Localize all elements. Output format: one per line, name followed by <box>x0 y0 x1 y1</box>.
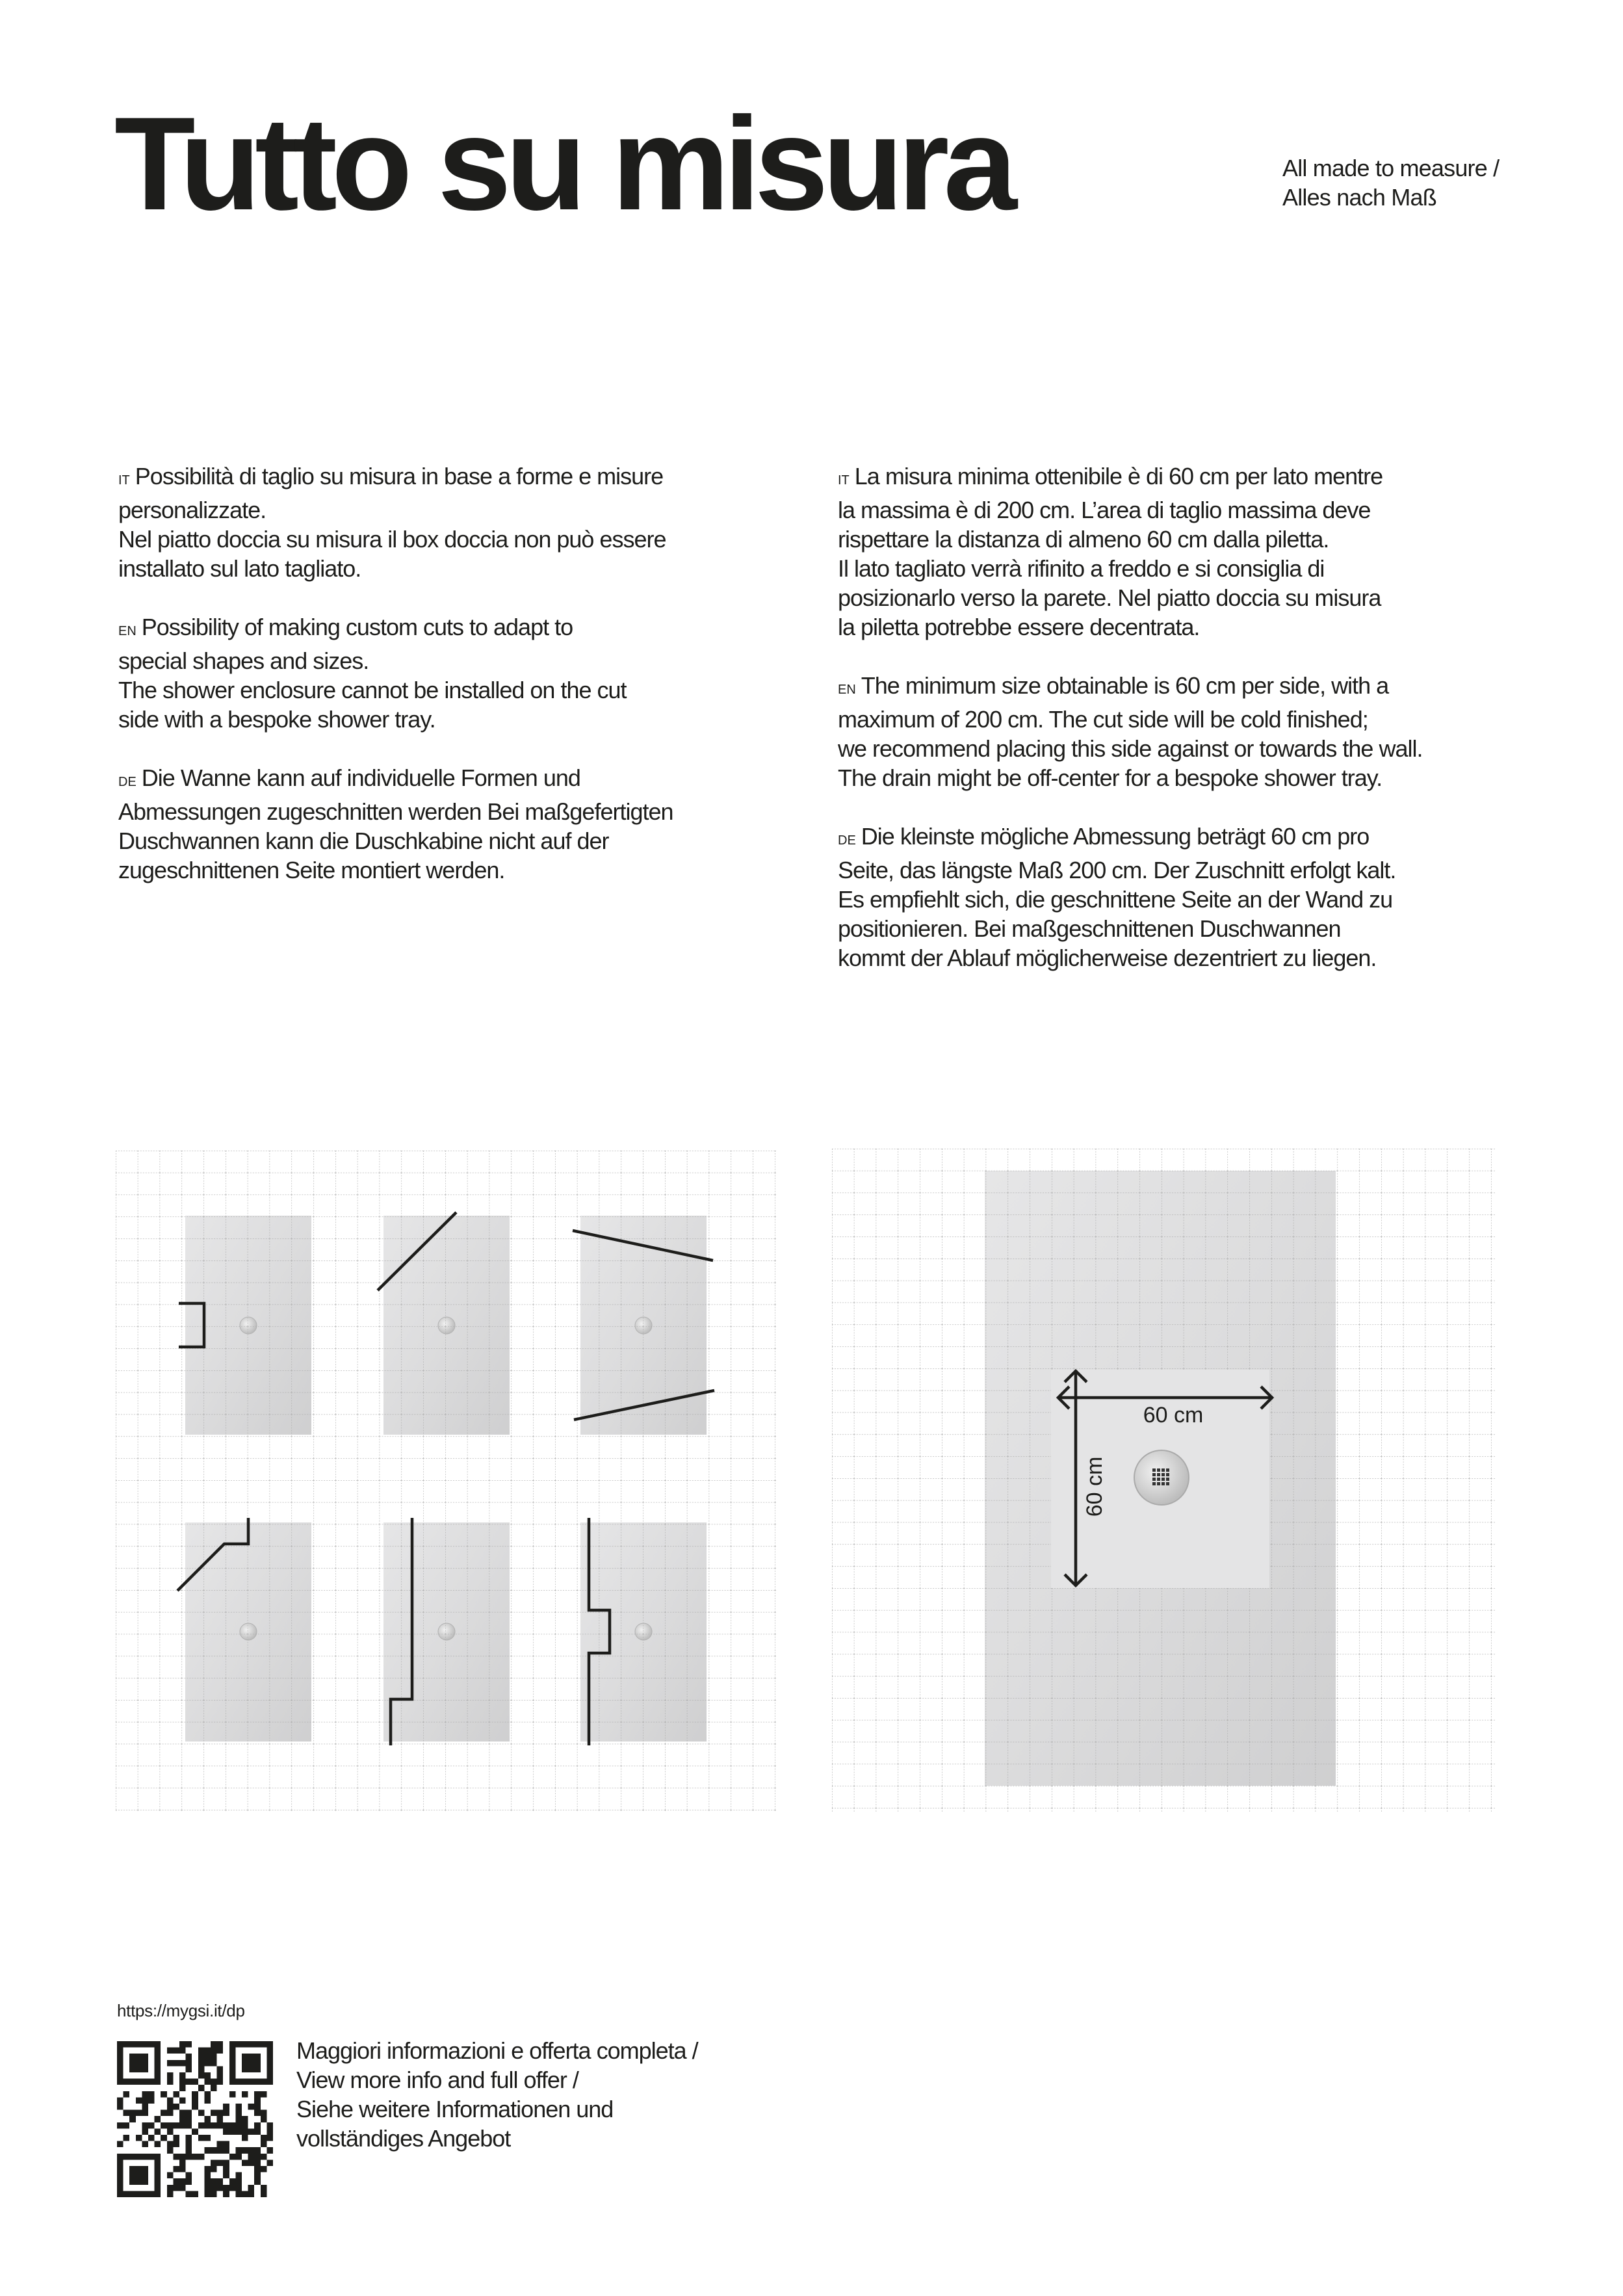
language-tag: IT <box>118 473 130 488</box>
grate-hole <box>1152 1478 1156 1481</box>
grate-hole <box>1166 1473 1169 1476</box>
text-line: Nel piatto doccia su misura il box doccia non può essere <box>118 526 666 553</box>
grate-hole <box>1152 1482 1156 1485</box>
text-line: La misura minima ottenibile è di 60 cm per lato mentre <box>854 463 1383 489</box>
horizontal-dimension-label: 60 cm <box>1143 1403 1204 1428</box>
text-line: Abmessungen zugeschnitten werden Bei maßgefertigten <box>118 798 673 825</box>
text-line: Possibility of making custom cuts to adapt to <box>141 614 573 640</box>
language-tag: EN <box>838 683 856 697</box>
language-tag: DE <box>118 775 136 789</box>
text-line: The minimum size obtainable is 60 cm per side, with a <box>861 672 1389 699</box>
trays-grid-left <box>116 1151 776 1811</box>
grate-hole <box>1152 1468 1156 1472</box>
subtitle-line: All made to measure / <box>1282 155 1500 181</box>
grate-hole <box>1162 1482 1165 1485</box>
text-line: Es empfiehlt sich, die geschnittene Seite an der Wand zu <box>838 886 1393 913</box>
text-line: Die Wanne kann auf individuelle Formen und <box>141 764 580 791</box>
text-line: Die kleinste mögliche Abmessung beträgt 60 cm pro <box>861 823 1370 850</box>
page-title: Tutto su misura <box>114 90 1011 238</box>
text-line: The drain might be off-center for a bespoke shower tray. <box>838 764 1383 791</box>
text-line: personalizzate. <box>118 497 266 523</box>
footer-line: Siehe weitere Informationen und <box>296 2096 614 2122</box>
qr-code-icon[interactable] <box>117 2041 273 2197</box>
grate-hole <box>1162 1473 1165 1476</box>
grate-hole <box>1157 1473 1160 1476</box>
text-line: rispettare la distanza di almeno 60 cm dalla piletta. <box>838 526 1329 553</box>
footer-line: vollständiges Angebot <box>296 2125 511 2152</box>
grid-overlay <box>116 1151 776 1811</box>
grate-hole <box>1157 1468 1160 1472</box>
text-line: positionieren. Bei maßgeschnittenen Duschwannen <box>838 915 1341 942</box>
text-line: installato sul lato tagliato. <box>118 555 361 582</box>
language-tag: EN <box>118 624 136 638</box>
footer-url[interactable]: https://mygsi.it/dp <box>117 2001 245 2020</box>
text-line: zugeschnittenen Seite montiert werden. <box>118 857 505 883</box>
language-tag: DE <box>838 833 856 848</box>
text-line: side with a bespoke shower tray. <box>118 706 435 733</box>
footer-line: View more info and full offer / <box>296 2067 578 2093</box>
minimum-size-diagram <box>832 1149 1495 1812</box>
grate-hole <box>1166 1482 1169 1485</box>
text-line: Duschwannen kann die Duschkabine nicht auf der <box>118 828 609 854</box>
text-line: kommt der Ablauf möglicherweise dezentriert zu liegen. <box>838 945 1377 971</box>
text-line: la massima è di 200 cm. L’area di taglio massima deve <box>838 497 1371 523</box>
vertical-dimension-label: 60 cm <box>1082 1456 1107 1517</box>
grate-hole <box>1157 1482 1160 1485</box>
text-line: Possibilità di taglio su misura in base a forme e misure <box>135 463 664 489</box>
grate-hole <box>1152 1473 1156 1476</box>
grate-hole <box>1166 1478 1169 1481</box>
grate-hole <box>1162 1478 1165 1481</box>
grate-hole <box>1166 1468 1169 1472</box>
text-line: Seite, das längste Maß 200 cm. Der Zuschnitt erfolgt kalt. <box>838 857 1396 883</box>
text-line: we recommend placing this side against or towards the wall. <box>838 735 1423 762</box>
language-tag: IT <box>838 473 850 488</box>
text-line: Il lato tagliato verrà rifinito a freddo e si consiglia di <box>838 555 1325 582</box>
grate-hole <box>1157 1478 1160 1481</box>
text-line: la piletta potrebbe essere decentrata. <box>838 614 1200 640</box>
text-line: maximum of 200 cm. The cut side will be cold finished; <box>838 706 1368 733</box>
text-line: posizionarlo verso la parete. Nel piatto doccia su misura <box>838 584 1381 611</box>
footer-line: Maggiori informazioni e offerta completa / <box>296 2037 698 2064</box>
subtitle-line: Alles nach Maß <box>1282 184 1436 211</box>
text-line: The shower enclosure cannot be installed on the cut <box>118 677 627 703</box>
grate-hole <box>1162 1468 1165 1472</box>
footer-info <box>296 2036 698 2153</box>
text-line: special shapes and sizes. <box>118 647 369 674</box>
